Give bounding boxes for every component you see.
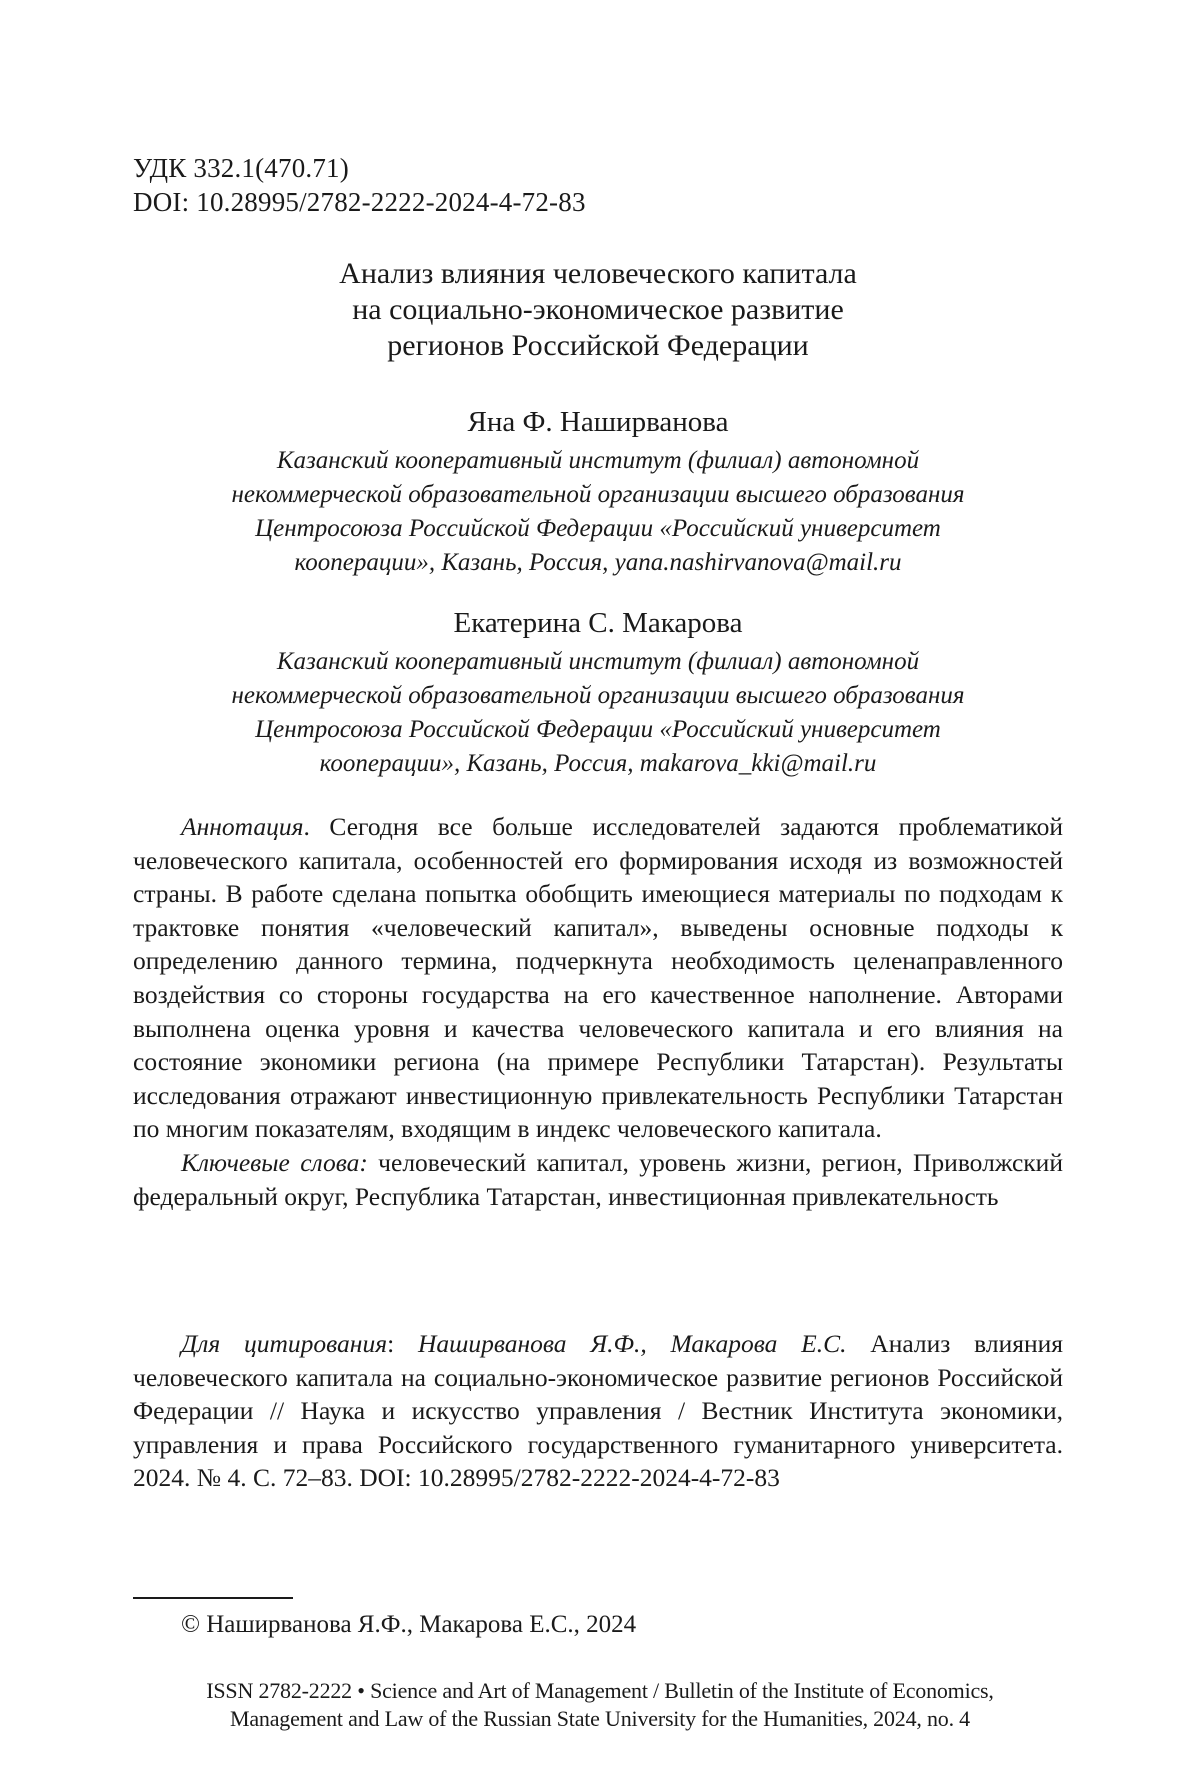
citation-section — [133, 1327, 1063, 1495]
affiliation-line: Центросоюза Российской Федерации «Российский университет — [255, 515, 941, 542]
author-affiliation — [133, 645, 1063, 781]
footer-line: ISSN 2782-2222 • Science and Art of Management / Bulletin of the Institute of Economics, — [206, 1678, 994, 1703]
author-name: Яна Ф. Наширванова — [467, 406, 729, 438]
author-name: Екатерина С. Макарова — [453, 607, 743, 639]
affiliation-line: некоммерческой образовательной организации высшего образования — [231, 481, 965, 508]
footnote-divider — [133, 1597, 293, 1599]
affiliation-line: Казанский кооперативный институт (филиал) автономной — [276, 648, 920, 675]
udk-code: УДК 332.1(470.71) — [133, 153, 349, 183]
citation-text: Анализ влияния человеческого капитала на социально-экономическое развитие регионов Российской Федерации // Наука и искусство управления / Вестник Института экономики, управления и права Российского государственного гуманитарного университета. 2024. № 4. С. 72–83. DOI: 10.28995/2782-2222-2024-4-72-83 — [133, 1329, 1063, 1493]
abstract-label: Аннотация — [181, 812, 304, 841]
affiliation-line: кооперации», Казань, Россия, yana.nashirvanova@mail.ru — [294, 549, 902, 576]
citation-authors: Наширванова Я.Ф., Макарова Е.С. — [417, 1329, 847, 1358]
article-meta — [133, 151, 586, 219]
citation-paragraph: Для цитирования: Наширванова Я.Ф., Макарова Е.С. Анализ влияния человеческого капитала на социально-экономическое развитие регионов Российской Федерации // Наука и искусство управления / Вестник Института экономики, управления и права Российского государственного гуманитарного университета. 2024. № 4. С. 72–83. DOI: 10.28995/2782-2222-2024-4-72-83 — [133, 1329, 1063, 1493]
journal-footer — [100, 1677, 1100, 1733]
affiliation-line: Центросоюза Российской Федерации «Российский университет — [255, 716, 941, 743]
keywords-label: Ключевые слова: — [181, 1147, 368, 1177]
author-affiliation — [133, 444, 1063, 580]
keywords-paragraph — [133, 1146, 1063, 1213]
affiliation-line: Казанский кооперативный институт (филиал) автономной — [276, 447, 920, 474]
footer-line: Management and Law of the Russian State University for the Humanities, 2024, no. 4 — [229, 1706, 970, 1731]
affiliation-line: кооперации», Казань, Россия, makarova_kki@mail.ru — [319, 750, 877, 777]
author-block-2 — [133, 605, 1063, 781]
citation-label: Для цитирования — [181, 1329, 388, 1358]
abstract-text: . Сегодня все больше исследователей задаются проблематикой человеческого капитала, особенностей его формирования исходя из возможностей страны. В работе сделана попытка обобщить имеющиеся материалы по подходам к трактовке понятия «человеческий капитал», выведены основные подходы к определению данного термина, подчеркнута необходимость целенаправленного воздействия со стороны государства на его качественное наполнение. Авторами выполнена оценка уровня и качества человеческого капитала и его влияния на состояние экономики региона (на примере Республики Татарстан). Результаты исследования отражают инвестиционную привлекательность Республики Татарстан по многим показателям, входящим в индекс человеческого капитала. — [133, 812, 1063, 1144]
abstract-paragraph — [133, 810, 1063, 1146]
title-line: на социально-экономическое развитие — [352, 293, 844, 326]
author-block-1 — [133, 404, 1063, 580]
doi-code: DOI: 10.28995/2782-2222-2024-4-72-83 — [133, 187, 586, 217]
title-line: Анализ влияния человеческого капитала — [339, 257, 857, 290]
article-title — [133, 256, 1063, 364]
copyright-notice: © Наширванова Я.Ф., Макарова Е.С., 2024 — [181, 1611, 637, 1638]
abstract-section — [133, 810, 1063, 1213]
affiliation-line: некоммерческой образовательной организации высшего образования — [231, 682, 965, 709]
title-line: регионов Российской Федерации — [387, 329, 809, 362]
keywords-text: человеческий капитал, уровень жизни, регион, Приволжский федеральный округ, Республика Татарстан, инвестиционная привлекательность — [133, 1147, 1063, 1211]
